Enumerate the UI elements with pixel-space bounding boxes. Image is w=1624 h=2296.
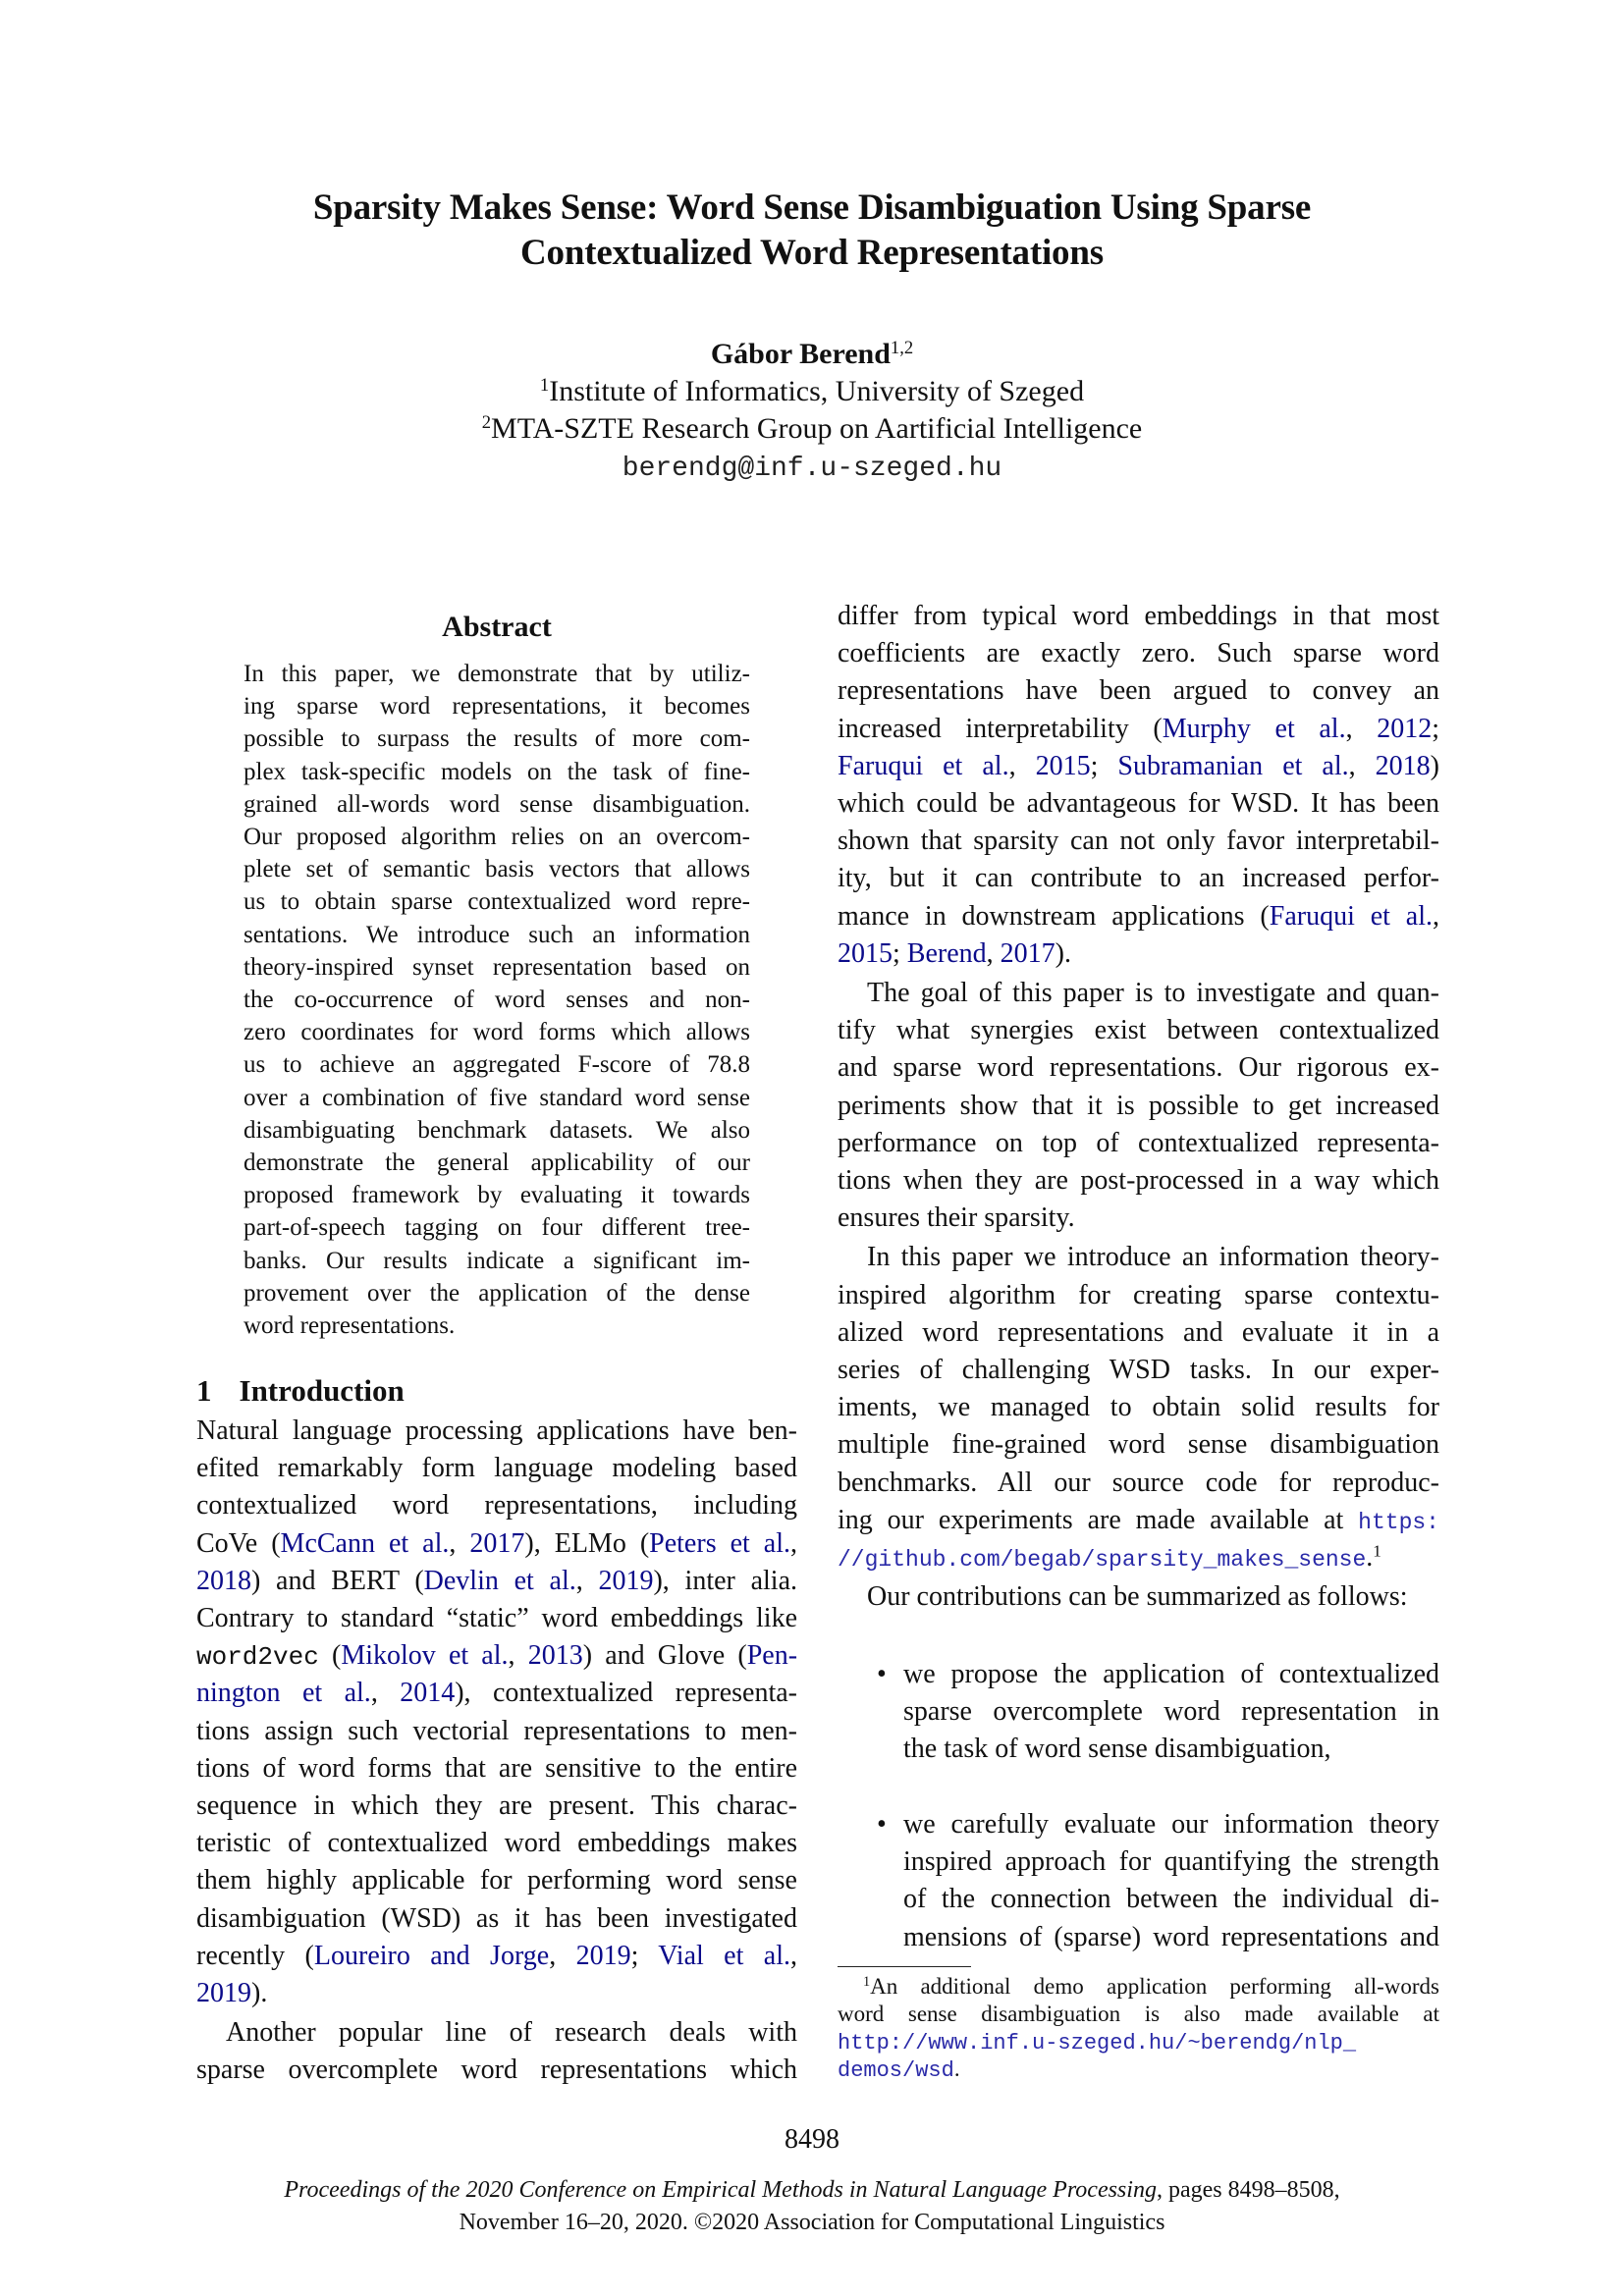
text-run: sequence in which they are present. This charac-	[196, 1790, 797, 1821]
body-line	[196, 1716, 797, 1747]
text-run: inspired algorithm for creating sparse contextu-	[838, 1279, 1439, 1310]
text-run: series of challenging WSD tasks. In our exper-	[838, 1355, 1439, 1385]
footnote-rule	[838, 1966, 971, 1967]
text-run: teristic of contextualized word embeddings makes	[196, 1828, 797, 1859]
text-run: ,	[449, 1527, 470, 1559]
body-line	[196, 1603, 797, 1634]
citation-link[interactable]: 2017	[469, 1527, 525, 1559]
body-line	[196, 1566, 797, 1597]
text-run: shown that sparsity can not only favor interpretabil-	[838, 826, 1439, 857]
text-run: tions of word forms that are sensitive to the entire	[196, 1752, 797, 1784]
body-line	[838, 863, 1439, 894]
text-run: .	[1366, 1542, 1374, 1573]
text-run: tions when they are post-processed in a way which	[838, 1165, 1439, 1196]
abstract-line: theory-inspired synset representation based on	[244, 953, 750, 981]
body-line	[838, 1468, 1439, 1499]
text-run: Another popular line of research deals with	[226, 2017, 797, 2049]
text-run: In this paper we introduce an information theory-	[867, 1242, 1439, 1273]
text-run: ), ELMo (	[524, 1527, 650, 1559]
body-line	[838, 601, 1439, 632]
citation-link[interactable]: Mikolov et al.	[341, 1640, 509, 1672]
text-run: disambiguation (WSD) as it has been investigated	[196, 1902, 797, 1934]
body-line	[838, 1542, 1439, 1574]
footnote-url-line-1	[838, 2029, 1439, 2056]
affiliation-2-text: MTA-SZTE Research Group on Aartificial Intelligence	[491, 412, 1143, 445]
text-run: performance on top of contextualized representa-	[838, 1127, 1439, 1158]
body-line	[196, 1865, 797, 1896]
section-1-heading	[196, 1373, 405, 1409]
body-line	[838, 751, 1439, 782]
contribution-item-line: the task of word sense disambiguation,	[903, 1734, 1331, 1765]
text-run: coefficients are exactly zero. Such sparse word	[838, 638, 1439, 669]
abstract-line: word representations.	[244, 1312, 456, 1339]
text-run: representations have been argued to convey an	[838, 675, 1439, 707]
text-run: differ from typical word embeddings in that most	[838, 601, 1439, 631]
text-run: periments show that it is possible to get increased	[838, 1090, 1439, 1121]
author-name	[0, 338, 1624, 371]
text-run: iments, we managed to obtain solid results for	[838, 1392, 1439, 1423]
citation-link[interactable]: Vial et al.	[658, 1940, 790, 1971]
text-run: ,	[575, 1565, 599, 1596]
abstract-line: plete set of semantic basis vectors that allows	[244, 856, 750, 883]
abstract-line: Our proposed algorithm relies on an overcom-	[244, 824, 750, 850]
body-line	[196, 1978, 797, 2009]
text-run: contextualized word representations, including	[196, 1490, 797, 1522]
text-run: ensures their sparsity.	[838, 1202, 1075, 1234]
text-run: ), contextualized representa-	[455, 1678, 797, 1709]
citation-link[interactable]: 2017	[1000, 937, 1056, 969]
abstract-line: In this paper, we demonstrate that by utiliz-	[244, 661, 750, 687]
body-line	[838, 638, 1439, 669]
contribution-item-line: of the connection between the individual di-	[903, 1884, 1439, 1915]
abstract-line: banks. Our results indicate a significant im-	[244, 1247, 750, 1274]
proceedings-venue: Proceedings of the 2020 Conference on Empirical Methods in Natural Language Processing	[284, 2177, 1157, 2203]
abstract-line: plex task-specific models on the task of fine-	[244, 758, 750, 785]
body-line	[838, 1015, 1439, 1046]
abstract-line: demonstrate the general applicability of our	[244, 1149, 750, 1176]
text-run: ).	[1055, 937, 1071, 969]
text-run: ,	[508, 1640, 528, 1672]
citation-link[interactable]: Murphy et al.	[1162, 713, 1346, 744]
text-run: ,	[1432, 900, 1439, 932]
abstract-line: disambiguating benchmark datasets. We also	[244, 1116, 750, 1144]
footnote-mark: 1	[863, 1974, 871, 1991]
bullet-icon: •	[877, 1809, 887, 1840]
abstract-line: zero coordinates for word forms which allows	[244, 1019, 750, 1046]
text-run: ,	[1008, 750, 1036, 781]
body-line	[196, 1528, 797, 1560]
footnote-line-2: word sense disambiguation is also made available at	[838, 2002, 1439, 2026]
body-line	[838, 788, 1439, 820]
text-run: ;	[1090, 750, 1118, 781]
footnote-ref[interactable]: 1	[1373, 1541, 1381, 1561]
abstract-line: proposed framework by evaluating it towards	[244, 1182, 750, 1209]
text-run: )	[1430, 750, 1439, 781]
text-run: tions assign such vectorial representations to men-	[196, 1715, 797, 1746]
body-line	[838, 826, 1439, 857]
body-line	[838, 675, 1439, 707]
text-run: ,	[549, 1940, 576, 1971]
text-run: ity, but it can contribute to an increased perfor-	[838, 863, 1439, 894]
text-run: ) and Glove (	[582, 1640, 747, 1672]
author-email[interactable]: berendg@inf.u-szeged.hu	[622, 454, 1002, 484]
bullet-icon: •	[877, 1659, 887, 1689]
author-affil-marks: 1,2	[890, 337, 914, 358]
text-run: Our contributions can be summarized as follows:	[867, 1581, 1408, 1613]
citation-link[interactable]: 2012	[1377, 713, 1433, 744]
body-line	[838, 1091, 1439, 1122]
text-run: efited remarkably form language modeling based	[196, 1453, 797, 1484]
text-run: and sparse word representations. Our rigorous ex-	[838, 1052, 1439, 1084]
text-run: benchmarks. All our source code for reproduc-	[838, 1467, 1439, 1498]
citation-link[interactable]: 2018	[196, 1565, 251, 1596]
body-line	[196, 1828, 797, 1859]
abstract-line: part-of-speech tagging on four different tree-	[244, 1214, 750, 1242]
citation-link[interactable]: Peters et al.	[649, 1527, 790, 1559]
text-run: ) and BERT (	[251, 1565, 424, 1596]
paper-title-line-2: Contextualized Word Representations	[520, 233, 1104, 273]
body-line	[196, 1941, 797, 1972]
text-run: Contrary to standard “static” word embeddings like	[196, 1603, 797, 1633]
body-line	[838, 1581, 1439, 1613]
body-line	[838, 901, 1439, 933]
body-line	[838, 938, 1439, 970]
citation-link[interactable]: 2019	[196, 1978, 251, 2008]
body-line	[196, 1678, 797, 1709]
citation-link[interactable]: 2013	[527, 1640, 583, 1672]
abstract-line: sentations. We introduce such an information	[244, 921, 750, 948]
abstract-line: us to obtain sparse contextualized word repre-	[244, 888, 750, 916]
body-line	[838, 1128, 1439, 1159]
body-line	[838, 1505, 1439, 1536]
text-run: ;	[1432, 713, 1440, 744]
abstract-line: us to achieve an aggregated F-score of 78.8	[244, 1051, 750, 1079]
affiliation-2	[0, 412, 1624, 446]
citation-link[interactable]: 2014	[400, 1678, 456, 1709]
text-run: alized word representations and evaluate it in a	[838, 1316, 1439, 1348]
repository-link[interactable]: //github.com/begab/sparsity_makes_sense	[838, 1547, 1367, 1573]
text-run: mance in downstream applications (	[838, 900, 1270, 932]
footnote-line-1	[838, 1974, 1439, 2000]
body-line	[838, 714, 1439, 745]
affiliation-2-mark: 2	[481, 411, 492, 433]
citation-link[interactable]: Faruqui et al.	[1269, 900, 1433, 932]
section-number: 1	[196, 1373, 212, 1408]
text-run: ), inter alia.	[653, 1565, 797, 1596]
text-run: recently (	[196, 1940, 314, 1971]
body-line	[196, 2017, 797, 2049]
contribution-item-line: inspired approach for quantifying the strength	[903, 1846, 1439, 1878]
abstract-line: possible to surpass the results of more com-	[244, 725, 750, 753]
citation-link[interactable]: 2019	[598, 1565, 654, 1596]
footnote-demo-link-cont[interactable]: demos/wsd	[838, 2058, 954, 2083]
repository-link[interactable]: https:	[1358, 1509, 1439, 1535]
citation-link[interactable]: nington et al.	[196, 1678, 371, 1709]
text-run: them highly applicable for performing word sense	[196, 1865, 797, 1896]
citation-link[interactable]: Pen-	[746, 1640, 798, 1672]
contribution-item-line: mensions of (sparse) word representations and	[903, 1921, 1439, 1952]
body-line	[838, 1202, 1439, 1234]
body-line	[196, 1490, 797, 1522]
text-run: ).	[251, 1978, 268, 2008]
section-title: Introduction	[239, 1373, 405, 1408]
body-line	[196, 2055, 797, 2086]
text-run: which could be advantageous for WSD. It has been	[838, 788, 1439, 819]
text-run: ,	[986, 937, 1001, 969]
body-line	[196, 1790, 797, 1822]
body-line	[196, 1640, 797, 1672]
abstract-line: ing sparse word representations, it becomes	[244, 693, 750, 721]
citation-link[interactable]: McCann et al.	[280, 1527, 450, 1559]
body-line	[838, 1317, 1439, 1349]
proceedings-line-2: November 16–20, 2020. ©2020 Association for Computational Linguistics	[459, 2210, 1165, 2235]
citation-link[interactable]: 2015	[1035, 750, 1091, 781]
text-run: multiple fine-grained word sense disambiguation	[838, 1429, 1439, 1461]
citation-link[interactable]: 2015	[838, 937, 893, 969]
code-term: word2vec	[196, 1642, 319, 1673]
body-line	[838, 1392, 1439, 1423]
citation-link[interactable]: Berend	[906, 937, 987, 969]
text-run: ;	[893, 937, 907, 969]
text-run: sparse overcomplete word representations which	[196, 2055, 797, 2086]
body-line	[196, 1903, 797, 1935]
proceedings-line-1	[0, 2177, 1624, 2204]
body-line	[838, 1280, 1439, 1311]
body-line	[838, 1355, 1439, 1386]
citation-link[interactable]: Subramanian et al.	[1117, 750, 1349, 781]
abstract-line: provement over the application of the dense	[244, 1279, 750, 1307]
body-line	[838, 978, 1439, 1009]
text-run: ,	[1348, 750, 1376, 781]
text-run: tify what synergies exist between contextualized	[838, 1015, 1439, 1046]
contribution-item-line: we propose the application of contextualized	[903, 1659, 1439, 1689]
abstract-heading: Abstract	[442, 611, 552, 643]
citation-link[interactable]: Loureiro and Jorge	[313, 1940, 550, 1971]
body-line	[196, 1415, 797, 1447]
text-run: ,	[790, 1527, 797, 1559]
citation-link[interactable]: Faruqui et al.	[838, 750, 1009, 781]
body-line	[838, 1429, 1439, 1461]
text-run: CoVe (	[196, 1527, 281, 1559]
footnote-text-1: An additional demo application performing all-words	[870, 1974, 1439, 1999]
contribution-item-line: sparse overcomplete word representation in	[903, 1696, 1439, 1728]
abstract-line: grained all-words word sense disambiguation.	[244, 790, 750, 818]
text-run: Natural language processing applications have ben-	[196, 1415, 797, 1446]
footnote-demo-link[interactable]: http://www.inf.u-szeged.hu/~berendg/nlp_	[838, 2031, 1357, 2056]
text-run: increased interpretability (	[838, 713, 1163, 744]
body-line	[838, 1242, 1439, 1273]
footnote-url-line-2	[838, 2056, 1439, 2083]
citation-link[interactable]: 2019	[575, 1940, 631, 1971]
page-number: 8498	[785, 2124, 839, 2155]
body-line	[196, 1453, 797, 1484]
body-line	[838, 1165, 1439, 1197]
contribution-item-line: we carefully evaluate our information theory	[903, 1809, 1439, 1840]
text-run: (	[318, 1640, 342, 1672]
affiliation-1-text: Institute of Informatics, University of Szeged	[549, 375, 1085, 407]
abstract-line: over a combination of five standard word sense	[244, 1084, 750, 1111]
text-run: ,	[370, 1678, 401, 1709]
text-run: ing our experiments are made available at	[838, 1504, 1359, 1535]
body-line	[838, 1052, 1439, 1084]
text-run: ,	[1345, 713, 1378, 744]
text-run: ;	[630, 1940, 659, 1971]
text-run: The goal of this paper is to investigate and quan-	[867, 978, 1439, 1008]
affiliation-1-mark: 1	[539, 374, 550, 396]
abstract-line: the co-occurrence of word senses and non-	[244, 987, 750, 1013]
footnote-period: .	[953, 2056, 960, 2081]
affiliation-1	[0, 375, 1624, 408]
citation-link[interactable]: Devlin et al.	[423, 1565, 576, 1596]
paper-title-line-1: Sparsity Makes Sense: Word Sense Disambiguation Using Sparse	[312, 187, 1312, 228]
citation-link[interactable]: 2018	[1375, 750, 1431, 781]
proceedings-pages: , pages 8498–8508,	[1156, 2177, 1340, 2203]
author-name-text: Gábor Berend	[710, 338, 891, 370]
text-run: ,	[790, 1940, 797, 1971]
body-line	[196, 1753, 797, 1785]
